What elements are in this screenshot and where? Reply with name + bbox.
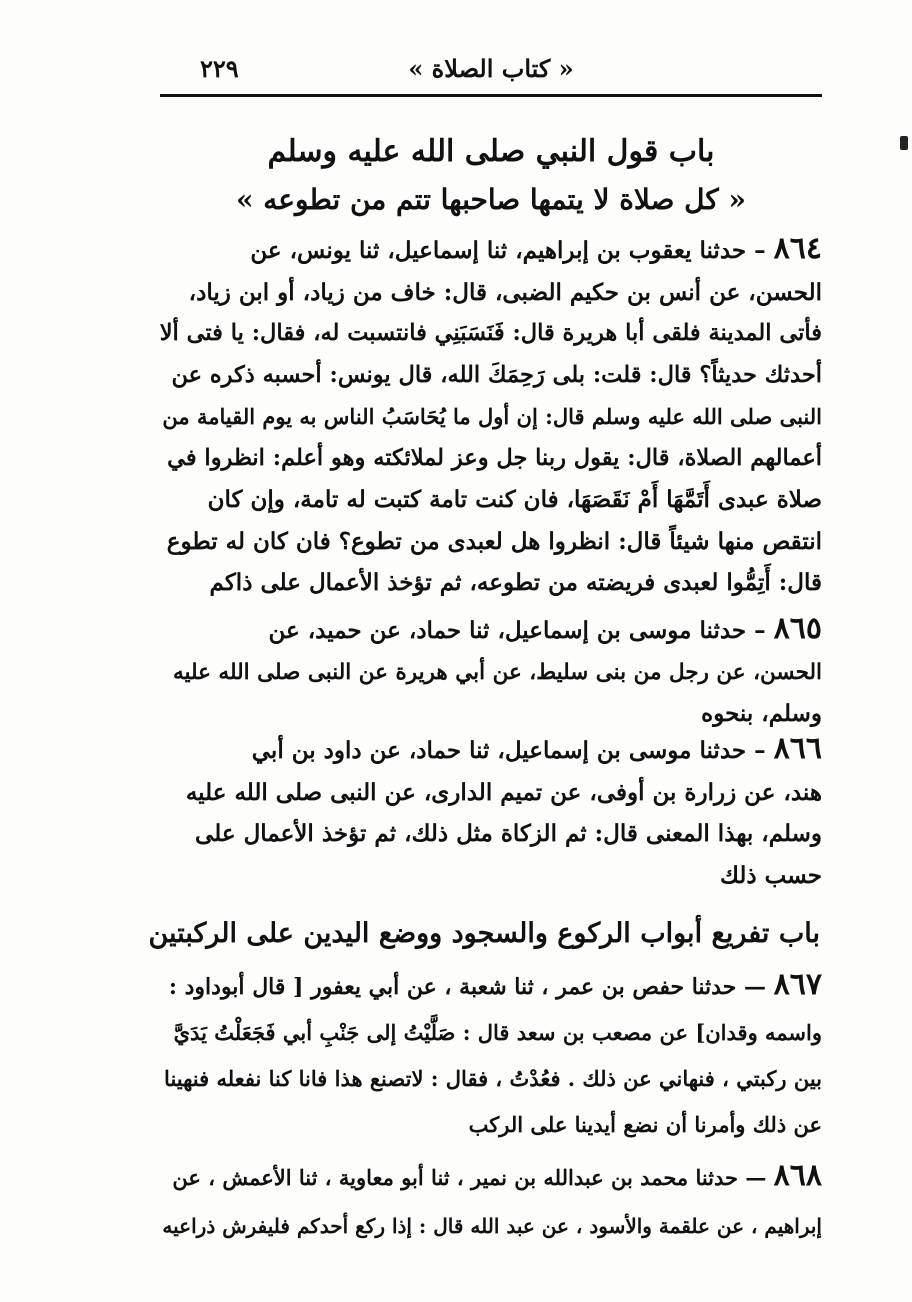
hadith-867-line-4: عن ذلك وأمرنا أن نضع أيدينا على الركب	[468, 1112, 822, 1137]
hadith-864-line-4: أحدثك حديثاً؟ قال: قلت: بلى رَحِمَكَ الله، قال يونس: أحسبه ذكره عن	[171, 361, 822, 388]
chapter-title-2-text: باب تفريع أبواب الركوع والسجود ووضع اليدين على الركبتين	[148, 918, 820, 949]
chapter-title-1-subtitle	[160, 178, 822, 222]
hadith-864-line-2: الحسن، عن أنس بن حكيم الضبى، قال: خاف من زياد، أو ابن زياد،	[188, 278, 822, 306]
hadith-number: ٨٦٨	[773, 1158, 822, 1193]
chapter-title-1-line-2: « كل صلاة لا يتمها صاحبها تتم من تطوعه »	[236, 183, 746, 216]
header-title: « كتاب الصلاة »	[408, 54, 574, 83]
hadith-number: ٨٦٦	[773, 731, 822, 766]
hadith-866-line-3: وسلم، بهذا المعنى قال: ثم الزكاة مثل ذلك، ثم تؤخذ الأعمال على	[195, 820, 822, 847]
hadith-864-line-3: فأتى المدينة فلقى أبا هريرة قال: فَنَسَبَنِي فانتسبت له، فقال: يا فتى ألا	[159, 320, 822, 346]
hadith-866	[160, 728, 822, 896]
hadith-864	[160, 228, 822, 604]
margin-mark	[900, 136, 908, 150]
hadith-866-line-2: هند، عن زرارة بن أوفى، عن تميم الدارى، عن النبى صلى الله عليه	[185, 778, 822, 806]
chapter-title-2	[148, 912, 820, 956]
hadith-866-line-4: حسب ذلك	[720, 861, 822, 889]
hadith-867-line-3: بين ركبتي ، فنهاني عن ذلك . فعُدْتُ ، فقال : لاتصنع هذا فانا كنا نفعله فنهينا	[164, 1066, 822, 1091]
hadith-867-line-1: ٨٦٧ — حدثنا حفص بن عمر ، ثنا شعبة ، عن أبي يعفور [ قال أبوداود :	[168, 967, 822, 1002]
hadith-864-line-8: انتقص منها شيئاً قال: انظروا هل لعبدى من تطوع؟ فان كان له تطوع	[166, 527, 822, 555]
running-header	[160, 48, 822, 92]
hadith-number: ٨٦٤	[773, 231, 822, 266]
hadith-864-line-9: قال: أَتِمُّوا لعبدى فريضته من تطوعه، ثم تؤخذ الأعمال على ذاكم	[209, 569, 822, 596]
hadith-868-line-2: إبراهيم ، عن علقمة والأسود ، عن عبد الله قال : إذا ركع أحدكم فليفرش ذراعيه	[162, 1214, 822, 1238]
chapter-title-1	[160, 130, 822, 174]
hadith-865-line-3: وسلم، بنحوه	[701, 700, 822, 727]
hadith-868	[160, 1152, 822, 1250]
page-number: ٢٢٩	[200, 54, 239, 83]
hadith-number: ٨٦٧	[773, 967, 822, 1002]
hadith-865-line-1: ٨٦٥ – حدثنا موسى بن إسماعيل، ثنا حماد، عن حميد، عن	[268, 611, 822, 646]
hadith-865	[160, 608, 822, 735]
header-rule	[160, 94, 822, 97]
hadith-867-line-2: واسمه وقدان] عن مصعب بن سعد قال : صَلَّيْتُ إلى جَنْبِ أبي فَجَعَلْتُ يَدَيَّ	[173, 1020, 822, 1045]
hadith-864-line-5: النبى صلى الله عليه وسلم قال: إن أول ما يُحَاسَبُ الناس به يوم القيامة من	[162, 404, 822, 429]
hadith-868-line-1: ٨٦٨ — حدثنا محمد بن عبدالله بن نمير ، ثنا أبو معاوية ، ثنا الأعمش ، عن	[172, 1158, 822, 1193]
hadith-867	[160, 962, 822, 1148]
hadith-866-line-1: ٨٦٦ – حدثنا موسى بن إسماعيل، ثنا حماد، عن داود بن أبي	[251, 731, 822, 766]
chapter-title-1-line-1: باب قول النبي صلى الله عليه وسلم	[267, 134, 715, 169]
hadith-864-line-7: صلاة عبدى أَتَمَّهَا أَمْ نَقَصَهَا، فان كنت تامة كتبت له تامة، وإن كان	[207, 486, 822, 513]
hadith-865-line-2: الحسن، عن رجل من بنى سليط، عن أبي هريرة عن النبى صلى الله عليه	[172, 659, 822, 685]
hadith-864-line-1: ٨٦٤ – حدثنا يعقوب بن إبراهيم، ثنا إسماعيل، ثنا يونس، عن	[250, 231, 822, 266]
hadith-864-line-6: أعمالهم الصلاة، قال: يقول ربنا جل وعز لملائكته وهو أعلم: انظروا في	[167, 444, 822, 471]
hadith-number: ٨٦٥	[773, 611, 822, 646]
